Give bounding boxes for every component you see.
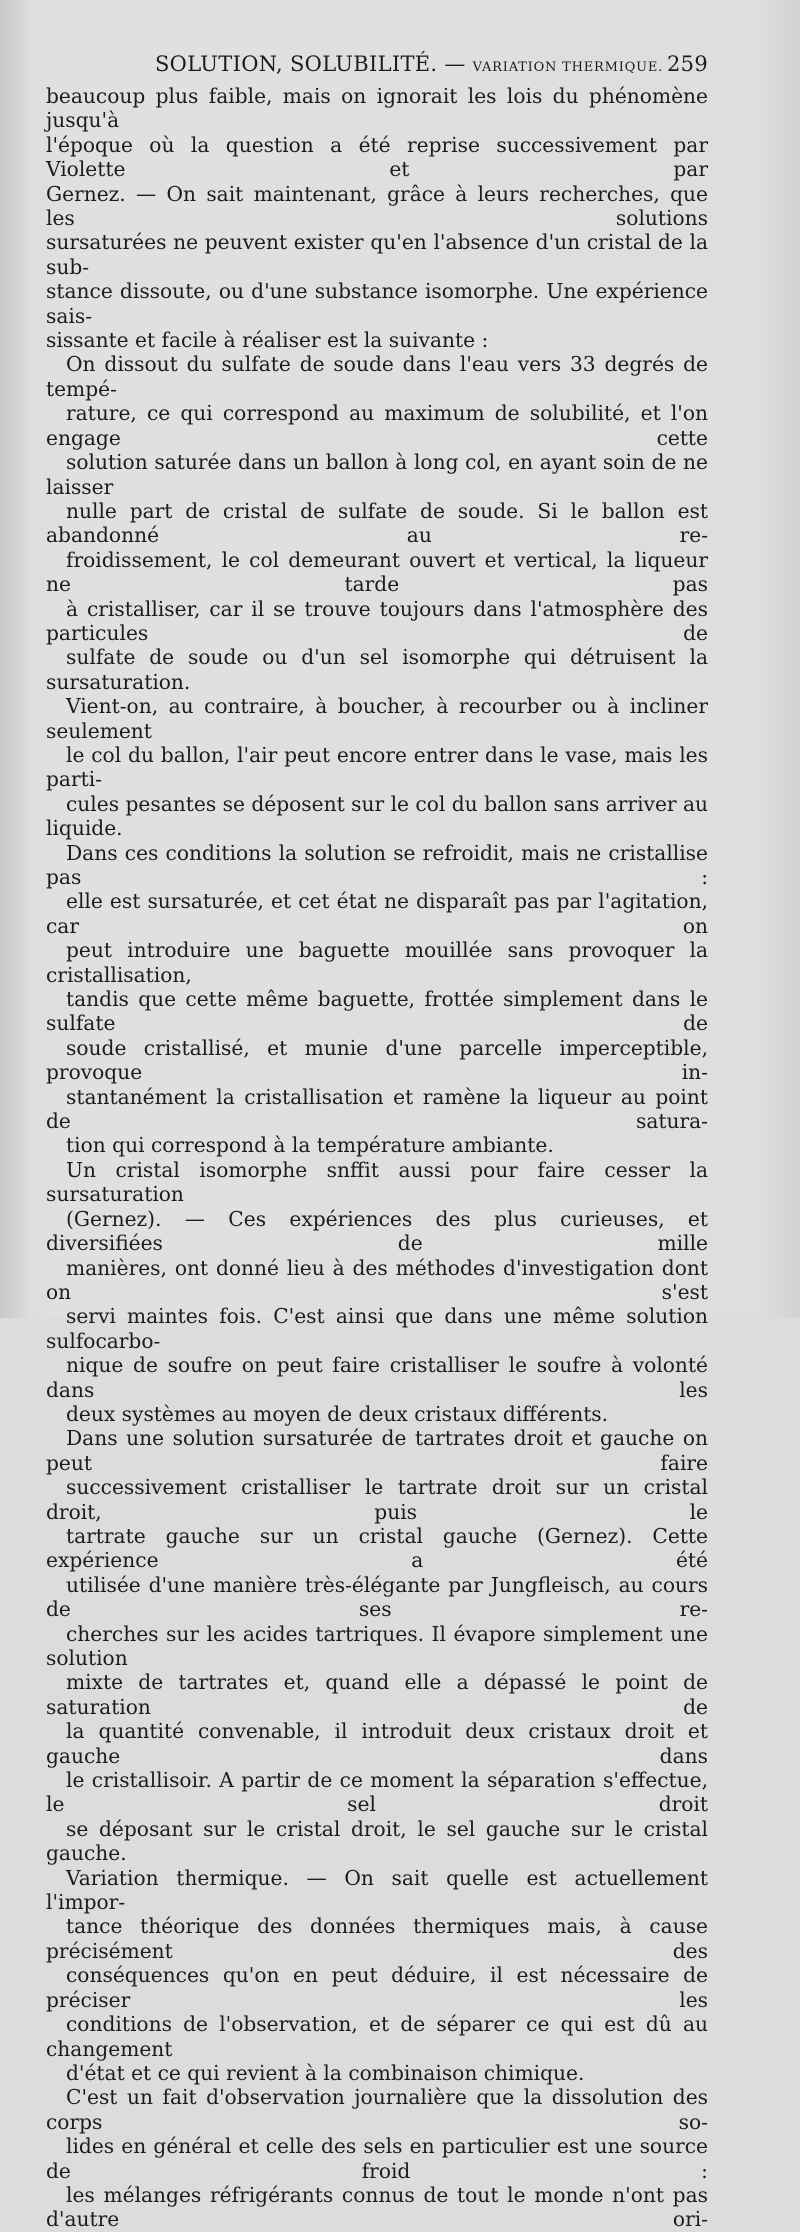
text-line: mixte de tartrates et, quand elle a dépassé le point de saturation de: [46, 1670, 708, 1719]
text-line: cules pesantes se déposent sur le col du ballon sans arriver au liquide.: [46, 791, 708, 841]
paragraph-4: [46, 1426, 708, 1865]
text-line: tandis que cette même baguette, frottée simplement dans le sulfate de: [46, 987, 708, 1036]
page-number: 259: [667, 52, 708, 76]
text-line: l'époque où la question a été reprise successivement par Violette et par: [46, 132, 708, 182]
text-line: (Gernez). — Ces expériences des plus curieuses, et diversifiées de mille: [46, 1206, 708, 1256]
text-line: sissante et facile à réaliser est la suivante :: [46, 328, 489, 353]
page-body: [46, 84, 708, 2232]
text-line: successivement cristalliser le tartrate droit sur un cristal droit, puis le: [46, 1475, 708, 1524]
text-line: manières, ont donné lieu à des méthodes d'investigation dont on s'est: [46, 1255, 708, 1304]
text-line: la quantité convenable, il introduit deux cristaux droit et gauche dans: [46, 1719, 708, 1768]
paragraph-6: [46, 2085, 708, 2231]
text-line: les mélanges réfrigérants connus de tout le monde n'ont pas d'autre ori-: [46, 2182, 708, 2232]
text-line: sursaturées ne peuvent exister qu'en l'absence d'un cristal de la sub-: [46, 230, 708, 279]
running-title-dash: —: [444, 52, 466, 76]
paragraph-1: [46, 84, 708, 352]
text-line: Gernez. — On sait maintenant, grâce à leurs recherches, que les solutions: [46, 181, 708, 231]
running-title-left: SOLUTION, SOLUBILITÉ.: [155, 52, 438, 76]
text-line: tartrate gauche sur un cristal gauche (Gernez). Cette expérience a été: [46, 1523, 708, 1573]
text-line: peut introduire une baguette mouillée sans provoquer la cristallisation,: [46, 938, 708, 987]
text-line: tance théorique des données thermiques mais, à cause précisément des: [46, 1914, 708, 1963]
running-title: [155, 52, 663, 76]
text-line: Dans ces conditions la solution se refroidit, mais ne cristallise pas :: [46, 840, 708, 889]
text-line: tion qui correspond à la température ambiante.: [66, 1133, 554, 1158]
text-line: Vient-on, au contraire, à boucher, à recourber ou à incliner seulement: [46, 694, 708, 743]
text-line: C'est un fait d'observation journalière que la dissolution des corps so-: [46, 2085, 708, 2134]
text-line: elle est sursaturée, et cet état ne disparaît pas par l'agitation, car on: [46, 889, 708, 938]
text-line: Variation thermique. — On sait quelle est actuellement l'impor-: [46, 1865, 708, 1915]
paragraph-3: [46, 1158, 708, 1426]
running-header: [48, 52, 710, 82]
text-line: soude cristallisé, et munie d'une parcelle imperceptible, provoque in-: [46, 1035, 708, 1085]
text-line: froidissement, le col demeurant ouvert et vertical, la liqueur ne tarde pas: [46, 547, 708, 597]
text-line: le cristallisoir. A partir de ce moment la séparation s'effectue, le sel droit: [46, 1768, 708, 1817]
text-line: stance dissoute, ou d'une substance isomorphe. Une expérience sais-: [46, 279, 708, 328]
text-line: conséquences qu'on en peut déduire, il est nécessaire de préciser les: [46, 1963, 708, 2012]
text-line: nique de soufre on peut faire cristalliser le soufre à volonté dans les: [46, 1353, 708, 1402]
text-line: sulfate de soude ou d'un sel isomorphe qui détruisent la sursaturation.: [46, 645, 708, 694]
text-line: le col du ballon, l'air peut encore entrer dans le vase, mais les parti-: [46, 742, 708, 792]
running-title-right: VARIATION THERMIQUE.: [472, 60, 664, 75]
text-line: d'état et ce qui revient à la combinaison chimique.: [66, 2060, 585, 2085]
text-line: Un cristal isomorphe snffit aussi pour faire cesser la sursaturation: [46, 1157, 708, 1207]
text-line: conditions de l'observation, et de séparer ce qui est dû au changement: [46, 2012, 708, 2061]
text-line: utilisée d'une manière très-élégante par Jungfleisch, au cours de ses re-: [46, 1572, 708, 1622]
text-line: On dissout du sulfate de soude dans l'eau vers 33 degrés de tempé-: [46, 352, 708, 401]
text-line: stantanément la cristallisation et ramène la liqueur au point de satura-: [46, 1084, 708, 1134]
text-line: rature, ce qui correspond au maximum de solubilité, et l'on engage cette: [46, 401, 708, 450]
text-line: servi maintes fois. C'est ainsi que dans une même solution sulfocarbo-: [46, 1304, 708, 1353]
paragraph-5-section-variation-thermique: [46, 1866, 708, 2086]
text-line: se déposant sur le cristal droit, le sel gauche sur le cristal gauche.: [46, 1816, 708, 1866]
text-line: nulle part de cristal de sulfate de soude. Si le ballon est abandonné au re-: [46, 498, 708, 548]
text-line: Dans une solution sursaturée de tartrates droit et gauche on peut faire: [46, 1426, 708, 1475]
text-line: lides en général et celle des sels en particulier est une source de froid :: [46, 2134, 708, 2183]
text-line: deux systèmes au moyen de deux cristaux différents.: [66, 1401, 609, 1426]
text-line: solution saturée dans un ballon à long col, en ayant soin de ne laisser: [46, 450, 708, 499]
text-line: beaucoup plus faible, mais on ignorait les lois du phénomène jusqu'à: [46, 84, 708, 133]
paragraph-2: [46, 352, 708, 1157]
text-line: à cristalliser, car il se trouve toujours dans l'atmosphère des particules de: [46, 596, 708, 645]
text-line: cherches sur les acides tartriques. Il évapore simplement une solution: [46, 1621, 708, 1670]
